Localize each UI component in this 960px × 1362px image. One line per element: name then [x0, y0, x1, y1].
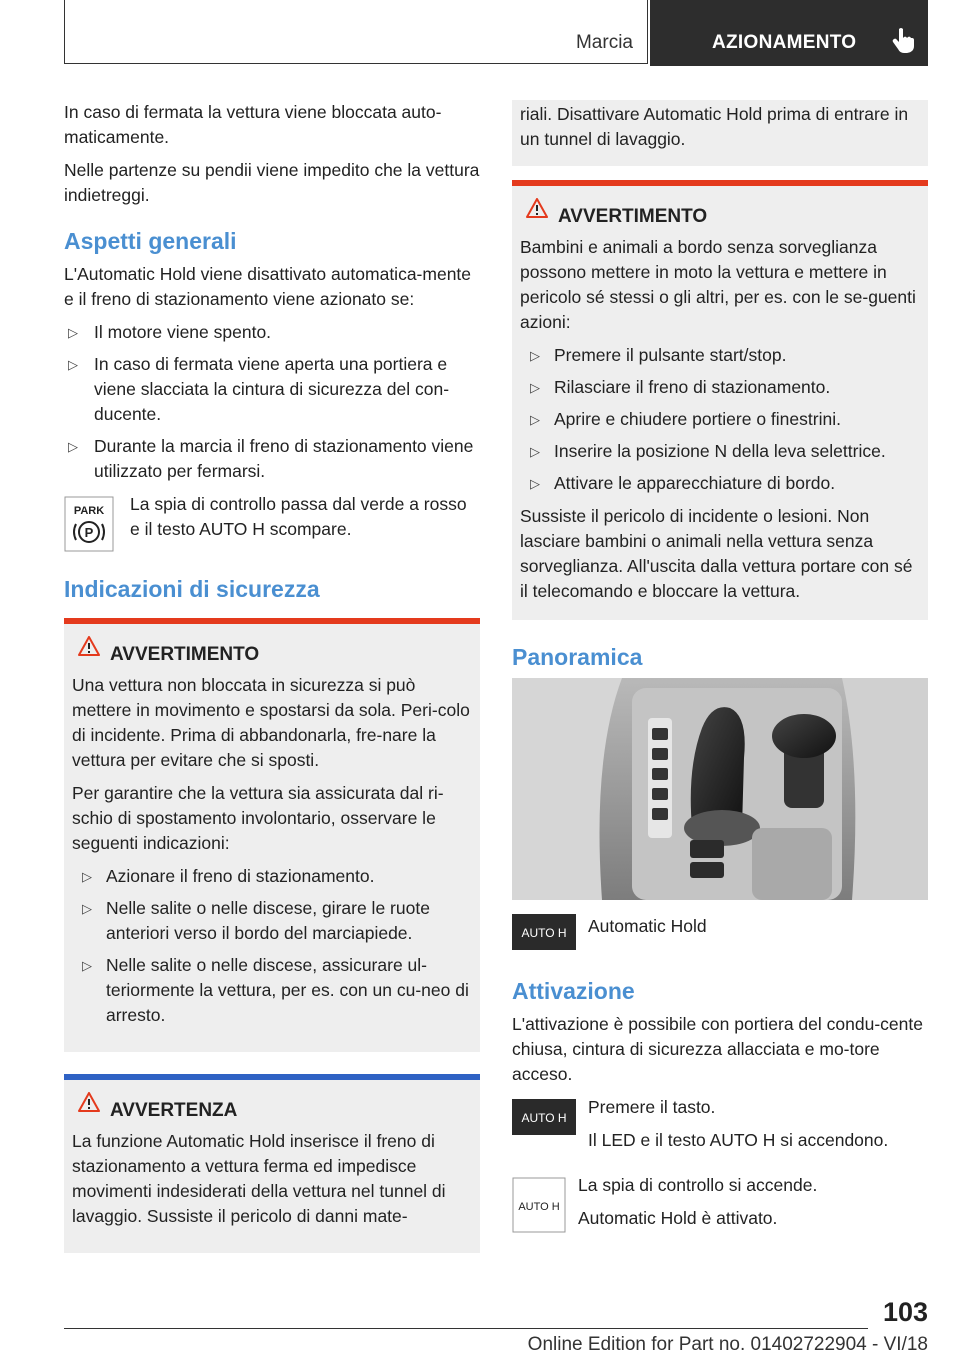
triangle-bullet-icon: ▷ [530, 348, 540, 363]
list-item: ▷ Rilasciare il freno di stazionamento. [520, 375, 920, 400]
intro-paragraph-2: Nelle partenze su pendii viene impedito che la vettura indietreggi. [64, 160, 480, 205]
triangle-bullet-icon: ▷ [82, 958, 92, 973]
header-chapter-label: AZIONAMENTO [712, 32, 857, 53]
list-item: ▷ Premere il pulsante start/stop. [520, 343, 920, 368]
activation-step-row [512, 1095, 928, 1165]
activation-step-2: Il LED e il testo AUTO H si accendono. [588, 1130, 889, 1150]
header-section-label: Marcia [575, 32, 633, 53]
indicator-text-1: La spia di controllo si accende. [578, 1175, 818, 1195]
svg-text:PARK: PARK [73, 505, 105, 517]
autoh-caption-row [512, 914, 928, 968]
list-item: ▷ Inserire la posizione N della leva selettrice. [520, 439, 920, 464]
auto-h-button-icon [512, 914, 576, 950]
general-text: L'Automatic Hold viene disattivato automatica-mente e il freno di stazionamento viene azionato se: [64, 264, 472, 309]
autoh-caption: Automatic Hold [588, 916, 707, 936]
left-column [64, 100, 480, 1253]
caution-box [64, 1074, 480, 1253]
triangle-bullet-icon: ▷ [82, 869, 92, 884]
warning2-text: Bambini e animali a bordo senza sorveglianza possono mettere in moto la vettura e mettere in pericolo sé stessi o gli altri, per es. con le se-guenti azioni: [520, 237, 916, 332]
warning-triangle-icon [78, 636, 100, 656]
safety-heading: Indicazioni di sicurezza [64, 576, 320, 602]
triangle-bullet-icon: ▷ [68, 439, 78, 454]
page-number: 103 [882, 1297, 928, 1327]
svg-text:P: P [84, 525, 94, 540]
general-heading: Aspetti generali [64, 228, 237, 254]
center-console-photo [512, 678, 928, 900]
header-section-tab [64, 0, 648, 64]
list-item: ▷ Nelle salite o nelle discese, girare le ruote anteriori verso il bordo del marciapiede. [82, 898, 430, 943]
page-header [64, 0, 928, 66]
indicator-row [512, 1173, 928, 1237]
warning-title: AVVERTIMENTO [72, 642, 472, 667]
auto-h-button-icon [512, 1099, 576, 1135]
warning-box-2 [512, 180, 928, 620]
warning2-list [520, 343, 920, 496]
caution-continuation: riali. Disattivare Automatic Hold prima di entrare in un tunnel di lavaggio. [512, 100, 928, 166]
triangle-bullet-icon: ▷ [530, 380, 540, 395]
center-console-illustration [512, 678, 928, 900]
activation-heading: Attivazione [512, 978, 635, 1004]
park-indicator-text: La spia di controllo passa dal verde a rosso e il testo AUTO H scompare. [130, 494, 467, 539]
edition-label: Online Edition for Part no. 01402722904 - VI/18 [527, 1334, 928, 1355]
warning-list [72, 864, 472, 1028]
list-item: ▷ Aprire e chiudere portiere o finestrini. [520, 407, 920, 432]
activation-step-1: Premere il tasto. [588, 1097, 716, 1117]
triangle-bullet-icon: ▷ [68, 357, 78, 372]
triangle-bullet-icon: ▷ [82, 901, 92, 916]
list-item: ▷ In caso di fermata viene aperta una portiera e viene slacciata la cintura di sicurezza del con-ducente. [68, 354, 450, 424]
list-item: ▷ Nelle salite o nelle discese, assicurare ul-teriormente la vettura, per es. con un cu-neo di arresto. [82, 955, 469, 1025]
caution-triangle-icon [78, 1092, 100, 1112]
activation-text: L'attivazione è possibile con portiera del condu-cente chiusa, cintura di sicurezza allacciata e mo-tore acceso. [512, 1014, 923, 1084]
hand-pointer-icon [892, 27, 914, 53]
list-item: ▷ Durante la marcia il freno di stazionamento viene utilizzato per fermarsi. [68, 436, 474, 481]
triangle-bullet-icon: ▷ [68, 325, 78, 340]
footer-divider [64, 1328, 868, 1329]
list-item: ▷ Azionare il freno di stazionamento. [72, 864, 472, 889]
triangle-bullet-icon: ▷ [530, 412, 540, 427]
list-item: ▷ Il motore viene spento. [64, 320, 480, 345]
warning-paragraph-1: Una vettura non bloccata in sicurezza si può mettere in movimento e spostarsi da sola. Peri-colo di incidente. Prima di abbandonarla, fre-nare la vettura per evitare che si sposti. [72, 675, 470, 770]
warning-triangle-icon [526, 198, 548, 218]
warning-paragraph-2: Per garantire che la vettura sia assicurata dal ri-schio di spostamento involontario, osservare le seguenti indicazioni: [72, 783, 444, 853]
warning2-closing: Sussiste il pericolo di incidente o lesioni. Non lasciare bambini o animali nella vettura senza sorveglianza. All'uscita dalla vettura portare con sé il telecomando e bloccare la vettura. [520, 506, 913, 601]
general-list [64, 320, 480, 484]
park-indicator-row [64, 492, 480, 556]
caution-text: La funzione Automatic Hold inserisce il freno di stazionamento a vettura ferma ed impedisce movimenti indesiderati della vettura nel tunnel di lavaggio. Sussiste il pericolo di danni mate- [72, 1131, 446, 1226]
triangle-bullet-icon: ▷ [530, 444, 540, 459]
svg-text:AUTO H: AUTO H [521, 1111, 567, 1125]
warning-box [64, 618, 480, 1052]
triangle-bullet-icon: ▷ [530, 476, 540, 491]
auto-h-indicator-icon [512, 1177, 566, 1233]
svg-text:AUTO H: AUTO H [521, 926, 567, 940]
park-brake-icon [64, 496, 114, 552]
intro-paragraph-1: In caso di fermata la vettura viene bloccata auto-maticamente. [64, 102, 442, 147]
overview-heading: Panoramica [512, 644, 643, 670]
indicator-text-2: Automatic Hold è attivato. [578, 1208, 778, 1228]
right-column [512, 100, 928, 1245]
warning-title-2: AVVERTIMENTO [520, 204, 920, 229]
list-item: ▷ Attivare le apparecchiature di bordo. [520, 471, 920, 496]
caution-title: AVVERTENZA [72, 1098, 472, 1123]
svg-text:AUTO H: AUTO H [518, 1201, 560, 1213]
header-chapter-tab [650, 0, 928, 66]
